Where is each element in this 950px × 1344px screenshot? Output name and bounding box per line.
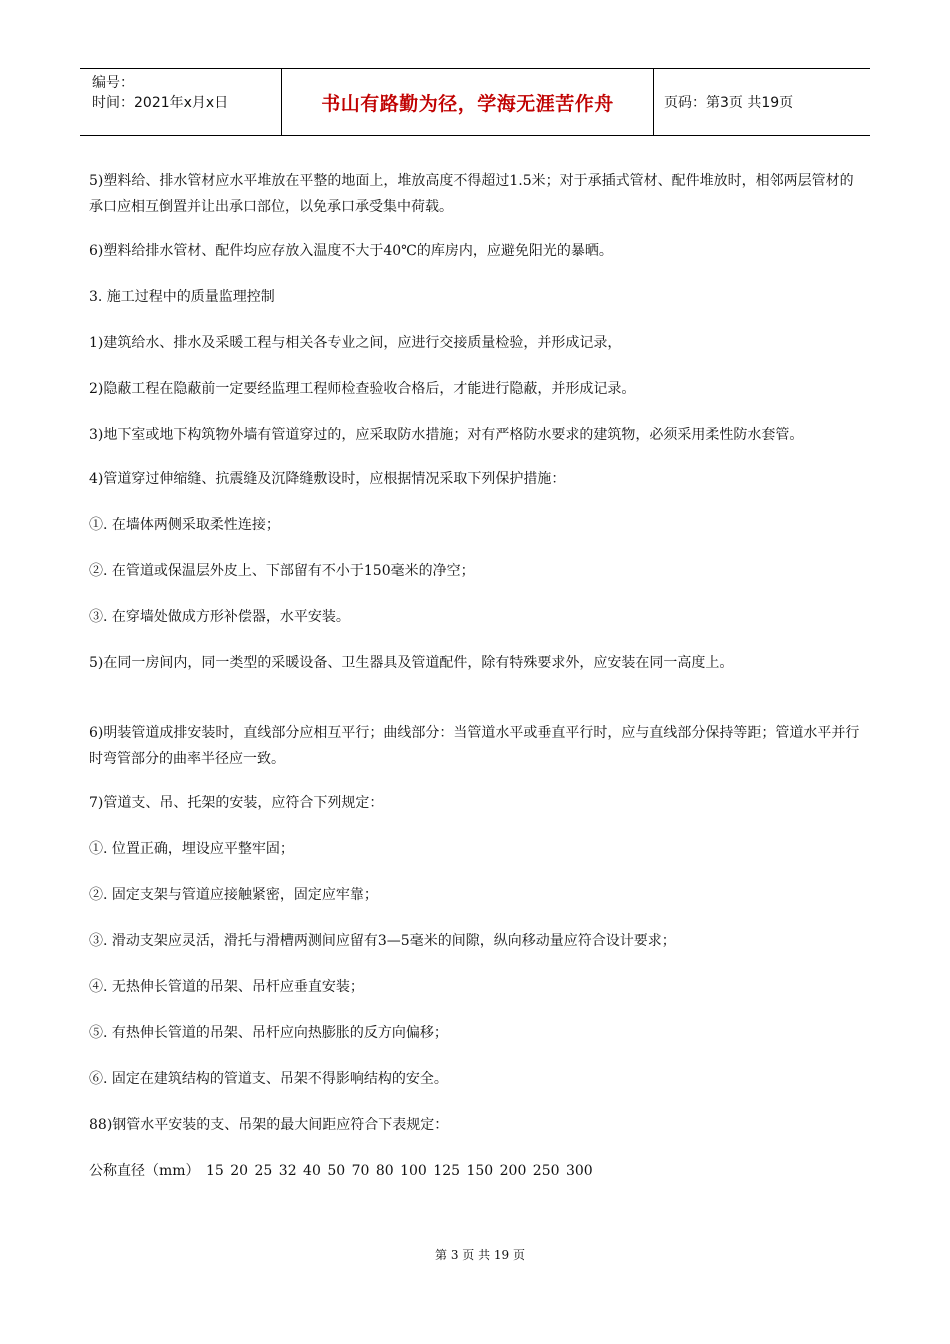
- list-item: ①. 位置正确，埋设应平整牢固；: [89, 841, 294, 857]
- paragraph: 6)塑料给排水管材、配件均应存放入温度不大于40℃的库房内，应避免阳光的暴晒。: [89, 243, 613, 259]
- document-date: 时间：2021年x月x日: [92, 95, 229, 111]
- list-item: ②. 在管道或保温层外皮上、下部留有不小于150毫米的净空；: [89, 563, 475, 579]
- header-page-info: 页码：第3页 共19页: [664, 95, 794, 111]
- paragraph: 7)管道支、吊、托架的安装，应符合下列规定：: [89, 795, 384, 811]
- list-item: ②. 固定支架与管道应接触紧密，固定应牢靠；: [89, 887, 378, 903]
- list-item: ③. 在穿墙处做成方形补偿器，水平安装。: [89, 609, 350, 625]
- page-footer: [0, 1246, 950, 1263]
- header-motto: 书山有路勤为径，学海无涯苦作舟: [282, 69, 654, 135]
- footer-page-number: 第 3 页 共 19 页: [435, 1248, 525, 1262]
- paragraph: 4)管道穿过伸缩缝、抗震缝及沉降缝敷设时，应根据情况采取下列保护措施：: [89, 471, 566, 487]
- paragraph: 5)在同一房间内，同一类型的采暖设备、卫生器具及管道配件，除有特殊要求外，应安装在同一高度上。: [89, 655, 734, 671]
- paragraph: 2)隐蔽工程在隐蔽前一定要经监理工程师检查验收合格后，才能进行隐蔽，并形成记录。: [89, 381, 636, 397]
- list-item: ③. 滑动支架应灵活，滑托与滑槽两测间应留有3—5毫米的间隙，纵向移动量应符合设计要求；: [89, 933, 676, 949]
- table-header-row: 公称直径（mm） 15 20 25 32 40 50 70 80 100 125 150 200 250 300: [89, 1163, 593, 1179]
- paragraph: 1)建筑给水、排水及采暖工程与相关各专业之间，应进行交接质量检验，并形成记录，: [89, 335, 622, 351]
- list-item: ④. 无热伸长管道的吊架、吊杆应垂直安装；: [89, 979, 364, 995]
- list-item: ⑥. 固定在建筑结构的管道支、吊架不得影响结构的安全。: [89, 1071, 448, 1087]
- list-item: ⑤. 有热伸长管道的吊架、吊杆应向热膨胀的反方向偏移；: [89, 1025, 448, 1041]
- list-item: ①. 在墙体两侧采取柔性连接；: [89, 517, 280, 533]
- document-number: 编号：: [92, 75, 134, 91]
- header-meta: [80, 69, 282, 135]
- paragraph: 88)钢管水平安装的支、吊架的最大间距应符合下表规定：: [89, 1117, 449, 1133]
- document-body: [89, 168, 864, 1184]
- paragraph: 6)明装管道成排安装时，直线部分应相互平行；曲线部分：当管道水平或垂直平行时，应与直线部分保持等距；管道水平并行时弯管部分的曲率半径应一致。: [89, 725, 860, 767]
- paragraph: 5)塑料给、排水管材应水平堆放在平整的地面上，堆放高度不得超过1.5米；对于承插式管材、配件堆放时，相邻两层管材的承口应相互倒置并让出承口部位，以免承口承受集中荷载。: [89, 173, 854, 215]
- document-header: [80, 68, 870, 136]
- section-heading: 3. 施工过程中的质量监理控制: [89, 289, 275, 305]
- paragraph: 3)地下室或地下构筑物外墙有管道穿过的，应采取防水措施；对有严格防水要求的建筑物，必须采用柔性防水套管。: [89, 427, 804, 443]
